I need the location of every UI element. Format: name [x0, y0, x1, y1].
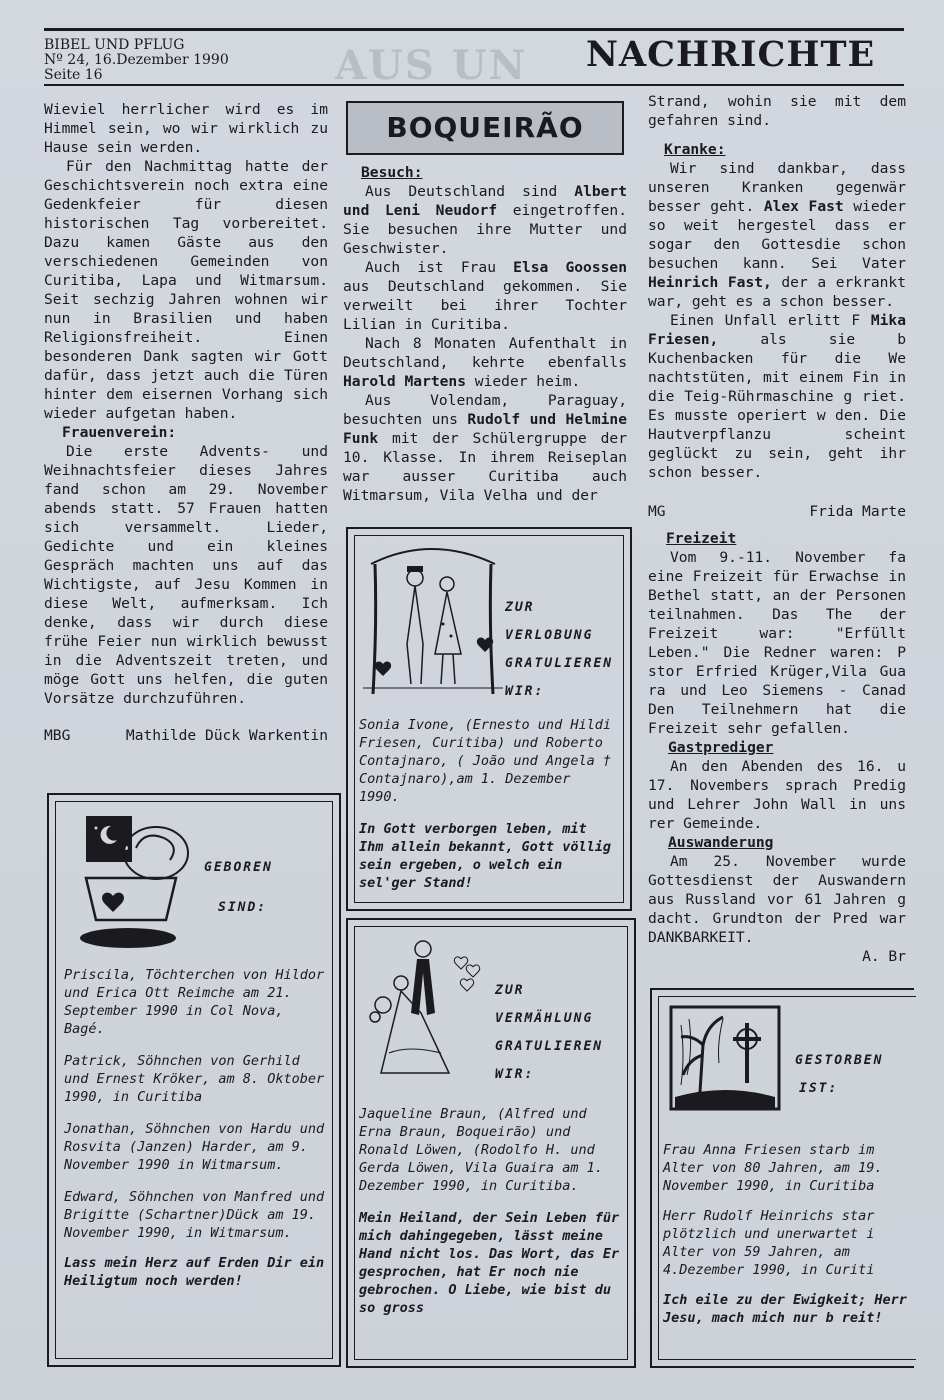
header-line: GRATULIEREN [495, 1039, 604, 1054]
text: der a erkrankt war, geht es a schon besser. [648, 274, 906, 310]
text: Auch ist Frau [365, 259, 514, 276]
engagement-announcement-box [346, 527, 632, 911]
gastprediger-text: An den Abenden des 16. u 17. Novembers sprach Predig und Lehrer John Wall in uns rer Gemeinde. [648, 758, 906, 832]
ist-header: IST: [799, 1081, 839, 1096]
birth-entry: Edward, Söhnchen von Manfred und Brigitte (Schartner)Dück am 19. November 1990, in Witmarsum. [64, 1189, 325, 1241]
col3-signature-2: A. Br [862, 948, 906, 965]
signature-initials: MBG [44, 727, 71, 744]
publication-name: BIBEL UND PFLUG [44, 37, 185, 53]
col3-intro: Strand, wohin sie mit dem gefahren sind. [648, 93, 906, 129]
frauenverein-text: Die erste Advents- und Weihnachtsfeier dieses Jahres fand schon am 29. November abends statt. 57 Frauen hatten sich versammelt. Lieder, Gedichte und ein kleines Gespräch machten uns auf das Wichtigste, auf Jesu Kommen in diese Welt, aufmerksam. Ich denke, dass wir durch diese frühe Feier nun wirklich bewusst in die Adventszeit treten, und möge Gott uns helfen, die guten Vorsätze durchzuführen. [44, 443, 328, 707]
header-line: ZUR [495, 983, 525, 998]
text: wieder heim. [466, 373, 581, 390]
couple-illustration-icon [363, 544, 503, 694]
birth-announcement-box [47, 793, 341, 1367]
text: wieder so weit hergestel dass er sogar den Gottesdie schon besuchen kann. Sei Vater [648, 198, 906, 272]
freizeit-heading: Freizeit [666, 530, 737, 547]
column-left [44, 100, 328, 745]
masthead-info [44, 38, 229, 83]
gestorben-header: GESTORBEN [795, 1053, 884, 1068]
frauenverein-heading: Frauenverein: [62, 424, 177, 441]
signature-author: Frida Marte [809, 503, 906, 520]
kranke-heading: Kranke: [664, 141, 726, 158]
name-bold: Alex Fast [763, 198, 844, 215]
wedding-text-block [359, 1105, 623, 1317]
text: eingetroffen. Sie besuchen ihre Mutter und Geschwister. [343, 202, 627, 257]
text: als sie b Kuchenbacken für die We nachtstüten, mit einem Fin in die Teig-Rührmaschine g riet. Es musste operiert w den. Die Hautverpflanzu scheint geglückt zu sein, geht ihr schon besser. [648, 331, 906, 481]
birth-verse: Lass mein Herz auf Erden Dir ein Heiligtum noch werden! [64, 1255, 325, 1289]
signature-initials: MG [648, 503, 666, 520]
death-entry: Frau Anna Friesen starb im Alter von 80 Jahren, am 19. November 1990, in Curitiba [663, 1142, 883, 1194]
wedding-text: Jaqueline Braun, (Alfred und Erna Braun, Boqueirão) und Ronald Löwen, (Rodolfo H. und Gerda Löwen, Vila Guaira am 1. Dezember 1990, in Curitiba. [359, 1106, 603, 1194]
auswanderung-text: Am 25. November wurde Gottesdienst der Auswandern aus Russland vor 61 Jahren g dacht. Grundton der Pred war DANKBARKEIT. [648, 853, 906, 946]
masthead-rule-bottom [44, 84, 904, 86]
freizeit-text: Vom 9.-11. November fa eine Freizeit für Erwachse in Bethel statt, an der Personen teilnahmen. Das The der Freizeit war: "Erfüllt Leben." Die Redner waren: P stor Erfried Krüger,Vila Gua ra und Leo Siemens - Canad Den Teilnehmern hat die Freizeit sehr gefallen. [648, 549, 906, 737]
col1-intro: Wieviel herrlicher wird es im Himmel sein, wo wir wirklich zu Hause sein werden. [44, 101, 328, 156]
cradle-icon [66, 808, 201, 953]
text: Nach 8 Monaten Aufenthalt in Deutschland, kehrte ebenfalls [343, 335, 627, 371]
sind-header: SIND: [218, 900, 268, 915]
text: Einen Unfall erlitt F [670, 312, 871, 329]
section-title: NACHRICHTE [586, 34, 876, 75]
engagement-text: Sonia Ivone, (Ernesto und Hildi Friesen, Curitiba) und Roberto Contajnaro, ( João und Angela † Contajnaro),am 1. Dezember 1990. [359, 717, 611, 805]
verlobung-header [505, 594, 613, 706]
name-bold: Elsa Goossen [513, 259, 627, 276]
issue-date: Nº 24, 16.Dezember 1990 [44, 52, 229, 68]
geboren-header: GEBOREN [204, 860, 273, 875]
text: Wir sind dankbar, dass unseren Kranken gegenwär besser geht. [648, 160, 906, 215]
header-line: WIR: [495, 1067, 535, 1082]
besuch-heading: Besuch: [361, 164, 423, 181]
header-line: ZUR [505, 600, 535, 615]
col1-paragraph: Für den Nachmittag hatte der Geschichtsverein noch extra eine Gedenkfeier für diesen historischen Tag vorbereitet. Dazu kamen Gäste aus den verschiedenen Gemeinden von Curitiba, Lapa und Witmarsum. Seit sechzig Jahren wohnen wir nun in Brasilien und haben Religionsfreiheit. Einen besonderen Dank sagten wir Gott dafür, dass jetzt auch die Türen hinter dem eisernen Vorhang sich wieder aufgetan haben. [44, 158, 328, 422]
wedding-couple-icon [361, 933, 486, 1093]
birth-list [64, 966, 328, 1290]
wedding-verse: Mein Heiland, der Sein Leben für mich dahingegeben, lässt meine Hand nicht los. Das Wort, das Er gesprochen, hat Er noch nie gebrochen. O Liebe, wie bist du so gross [359, 1210, 620, 1316]
faded-background-heading: AUS UN [335, 42, 528, 89]
text: Aus Deutschland sind [365, 183, 575, 200]
death-verse: Ich eile zu der Ewigkeit; Herr Jesu, mach mich nur b reit! [663, 1292, 907, 1326]
col1-signature [44, 726, 328, 745]
death-entry: Herr Rudolf Heinrichs star plötzlich und unerwartet i Alter von 59 Jahren, am 4.Dezember 1990, in Curiti [663, 1208, 875, 1278]
boqueirao-title-box [346, 101, 624, 155]
signature-author: Mathilde Dück Warkentin [125, 727, 328, 744]
header-line: VERMÄHLUNG [495, 1011, 594, 1026]
header-line: VERLOBUNG [505, 628, 594, 643]
name-bold: Rudolf und Helmine Funk [343, 411, 627, 447]
col3-signature [648, 502, 906, 521]
gastprediger-heading: Gastprediger [668, 739, 774, 756]
name-bold: Harold Martens [343, 373, 467, 390]
birth-entry: Patrick, Söhnchen von Gerhild und Ernest Kröker, am 8. Oktober 1990, in Curitiba [64, 1053, 325, 1105]
vermaehlung-header [495, 977, 603, 1089]
tree-cross-icon [669, 1005, 781, 1111]
death-text-block [663, 1141, 907, 1327]
text: mit der Schülergruppe der 10. Klasse. In ihrem Reiseplan war ausser Curitiba auch Witmarsum, Vila Velha und der [343, 430, 627, 504]
death-announcement-box [650, 988, 914, 1368]
boqueirao-title: BOQUEIRÃO [386, 111, 584, 144]
page-number: Seite 16 [44, 67, 103, 83]
wedding-announcement-box [346, 918, 636, 1368]
header-line: GRATULIEREN [505, 656, 614, 671]
column-middle [343, 163, 627, 505]
name-bold: Mika Friesen, [648, 312, 906, 348]
birth-entry: Priscila, Töchterchen von Hildor und Erica Ott Reimche am 21. September 1990 in Col Nova, Bagé. [64, 967, 325, 1037]
engagement-verse: In Gott verborgen leben, mit Ihm allein bekannt, Gott völlig sein ergeben, o welch ein sel'ger Stand! [359, 821, 611, 891]
auswanderung-heading: Auswanderung [668, 834, 774, 851]
header-line: WIR: [505, 684, 545, 699]
masthead-rule-top [44, 28, 904, 31]
text: aus Deutschland gekommen. Sie verweilt bei ihrer Tochter Lilian in Curitiba. [343, 278, 627, 333]
name-bold: Heinrich Fast, [648, 274, 772, 291]
column-right [648, 92, 906, 966]
engagement-text-block [359, 716, 617, 892]
name-bold: Albert und Leni Neudorf [343, 183, 627, 219]
text: Aus Volendam, Paraguay, besuchten uns [343, 392, 627, 428]
birth-entry: Jonathan, Söhnchen von Hardu und Rosvita (Janzen) Harder, am 9. November 1990 in Witmarsum. [64, 1121, 325, 1173]
